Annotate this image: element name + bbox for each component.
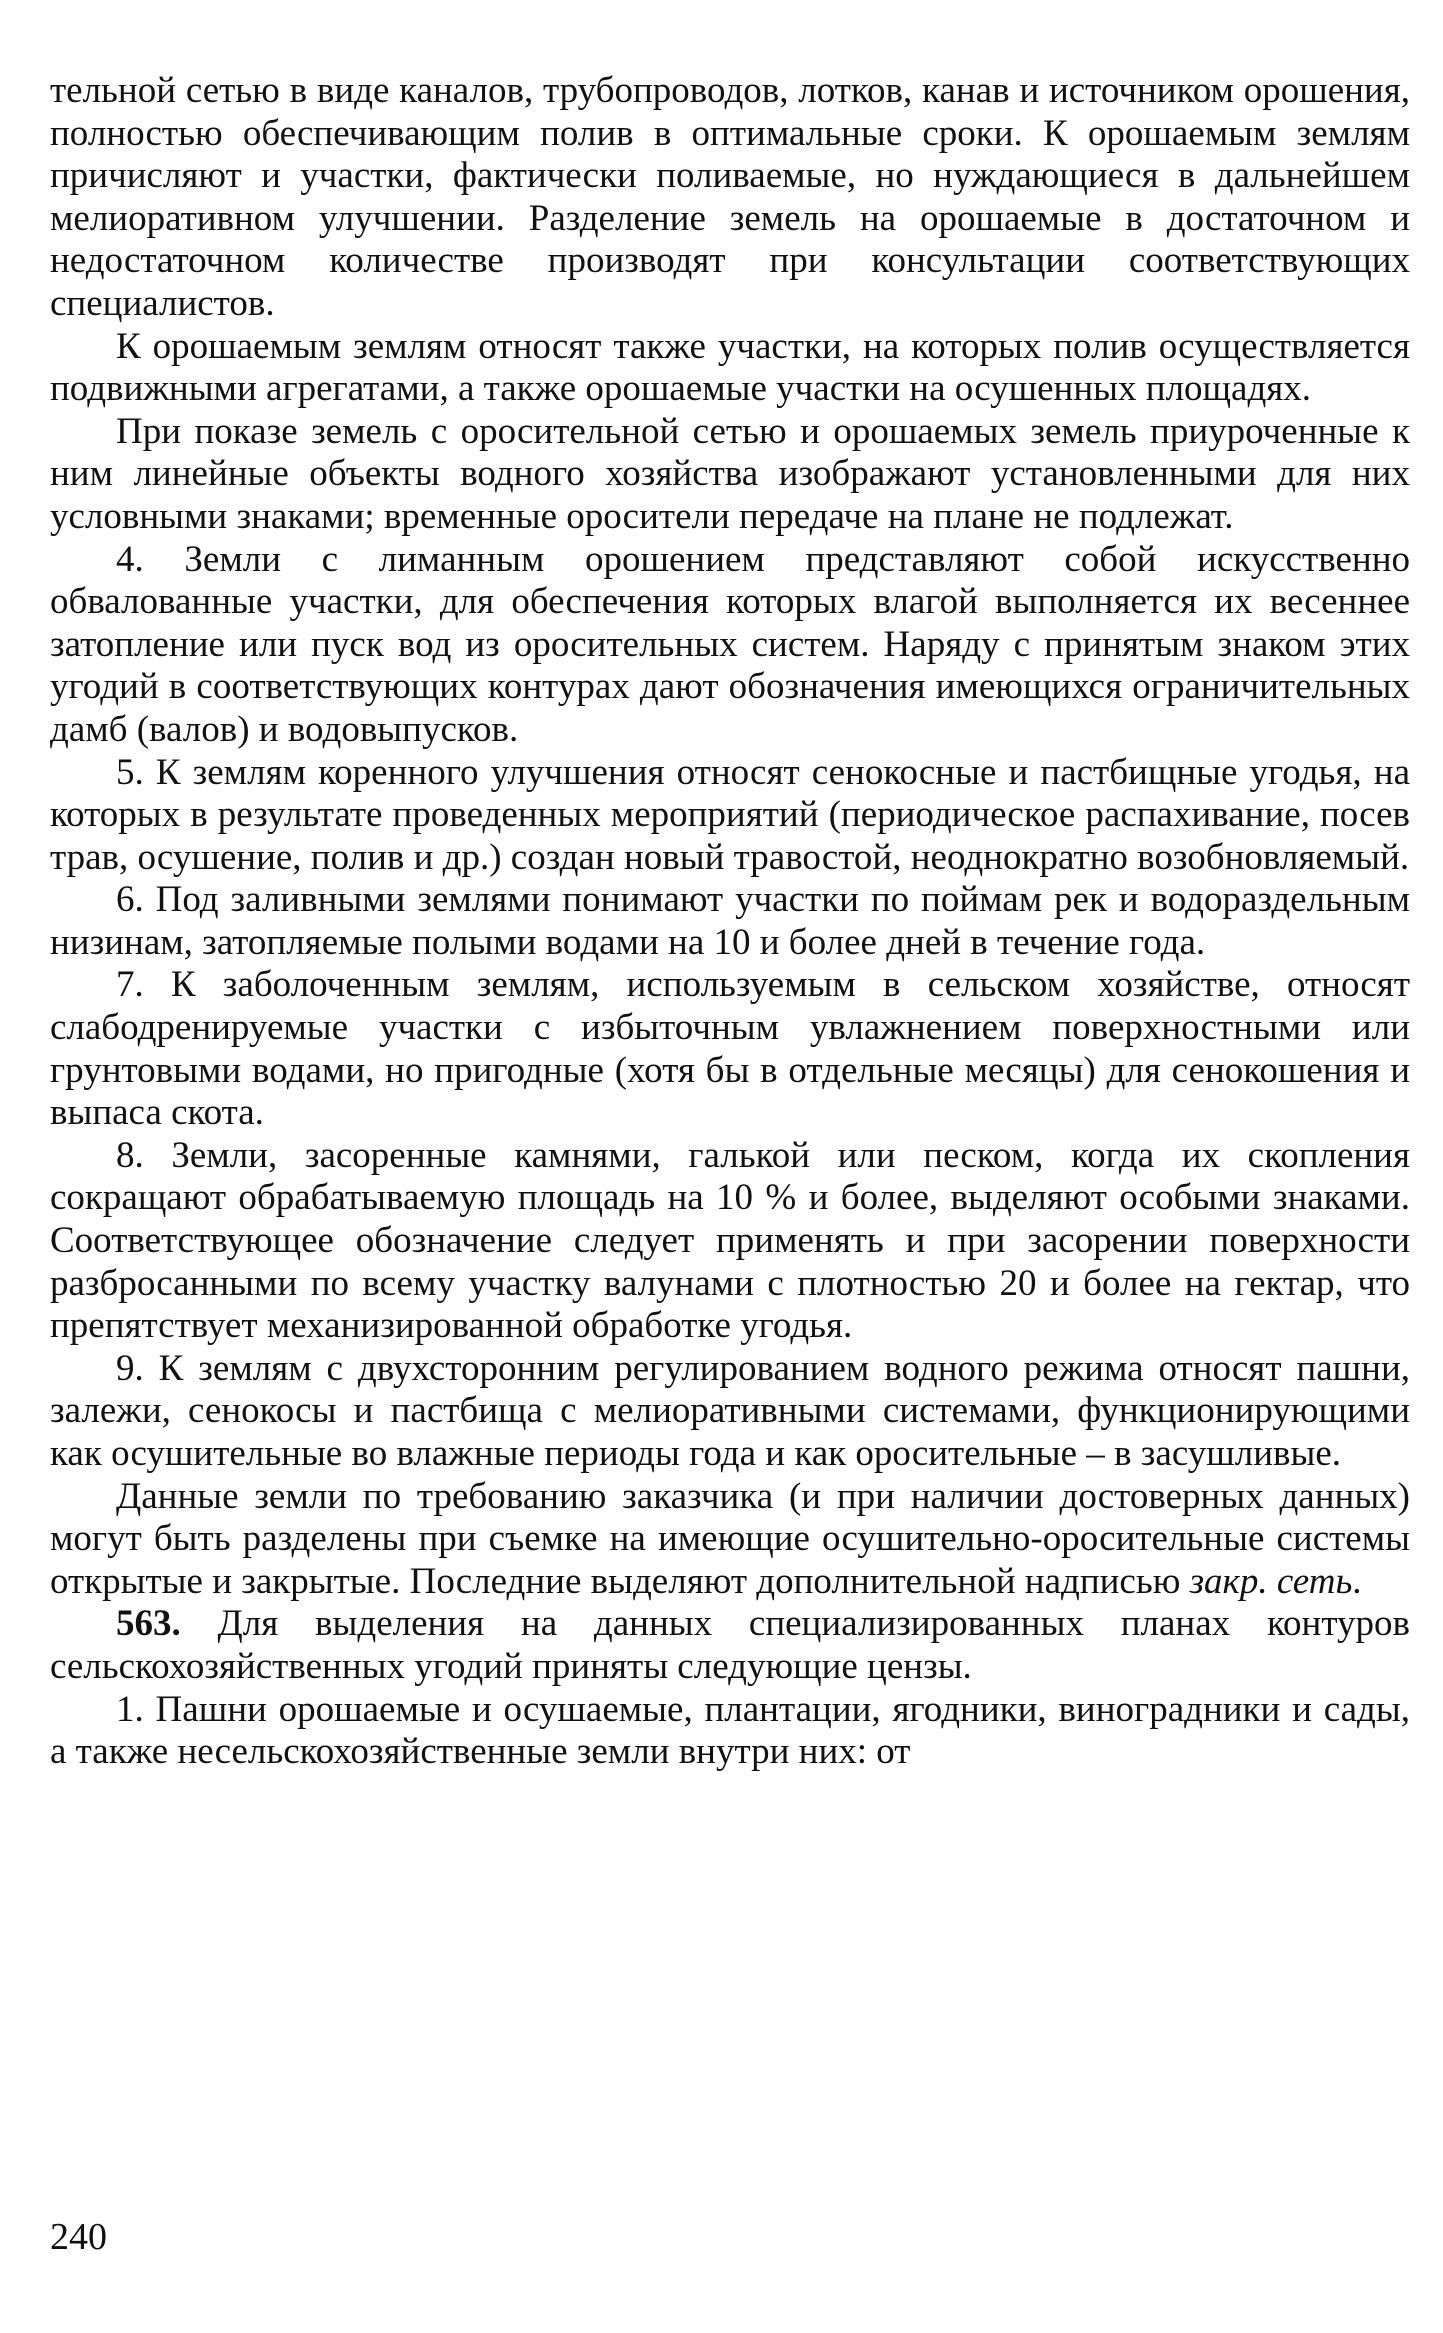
paragraph-item-7: 7. К заболоченным землям, используемым в сельском хозяйстве, относят слабодренируемые участки с избыточным увлажнением поверхностными или грунтовыми водами, но пригодные (хотя бы в отдельные месяцы) для сенокошения и выпаса скота. <box>50 964 1410 1134</box>
italic-label-closed-network: закр. сеть <box>1189 1560 1353 1602</box>
paragraph-item-9: 9. К землям с двухсторонним регулированием водного режима относят пашни, залежи, сенокосы и пастбища с мелиоративными системами, функционирующими как осушительные во влажные периоды года и как оросительные – в засушливые. <box>50 1347 1410 1474</box>
closing-punctuation: . <box>1352 1560 1362 1602</box>
page-number: 240 <box>50 2216 107 2258</box>
paragraph-item-6: 6. Под заливными землями понимают участки по поймам рек и водораздельным низинам, затопляемые полыми водами на 10 и более дней в течение года. <box>50 879 1410 963</box>
paragraph-mobile-irrigation: К орошаемым землям относят также участки, на которых полив осуществляется подвижными агрегатами, а также орошаемые участки на осушенных площадях. <box>50 325 1410 410</box>
section-563-text: Для выделения на данных специализированных планах контуров сельскохозяйственных угодий приняты следующие цензы. <box>50 1603 1410 1687</box>
paragraph-continuation: тельной сетью в виде каналов, трубопроводов, лотков, канав и источником орошения, полностью обеспечивающим полив в оптимальные сроки. К орошаемым землям причисляют и участки, фактически поливаемые, но нуждающиеся в дальнейшем мелиоративном улучшении. Разделение земель на орошаемые в достаточном и недостаточном количестве производят при консультации соответствующих специалистов. <box>50 70 1410 324</box>
paragraph-closed-network <box>50 1476 1410 1604</box>
paragraph-census-item-1: 1. Пашни орошаемые и осушаемые, плантации, ягодники, виноградники и сады, а также несельскохозяйственные земли внутри них: от <box>50 1688 1410 1773</box>
paragraph-item-8: 8. Земли, засоренные камнями, галькой или песком, когда их скопления сокращают обрабатываемую площадь на 10 % и более, выделяют особыми знаками. Соответствующее обозначение следует применять и при засорении поверхности разбросанными по всему участку валунами с плотностью 20 и более на гектар, что препятствует механизированной обработке угодья. <box>50 1134 1410 1347</box>
paragraph-section-563 <box>50 1603 1410 1688</box>
paragraph-item-5: 5. К землям коренного улучшения относят сенокосные и пастбищные угодья, на которых в результате проведенных мероприятий (периодическое распахивание, посев трав, осушение, полив и др.) создан новый травостой, неоднократно возобновляемый. <box>50 751 1410 878</box>
page-body <box>50 70 1410 1774</box>
paragraph-item-4: 4. Земли с лиманным орошением представляют собой искусственно обвалованные участки, для обеспечения которых влагой выполняется их весеннее затопление или пуск вод из оросительных систем. Наряду с принятым знаком этих угодий в соответствующих контурах дают обозначения имеющихся ограничительных дамб (валов) и водовыпусков. <box>50 538 1410 750</box>
paragraph-irrigation-network-display: При показе земель с оросительной сетью и орошаемых земель приуроченные к ним линейные объекты водного хозяйства изображают установленными для них условными знаками; временные оросители передаче на плане не подлежат. <box>50 410 1410 537</box>
section-number: 563. <box>116 1603 181 1645</box>
paragraph-closed-network-text: Данные земли по требованию заказчика (и при наличии достоверных данных) могут быть разделены при съемке на имеющие осушительно-оросительные системы открытые и закрытые. Последние выделяют дополнительной надписью <box>50 1475 1410 1602</box>
